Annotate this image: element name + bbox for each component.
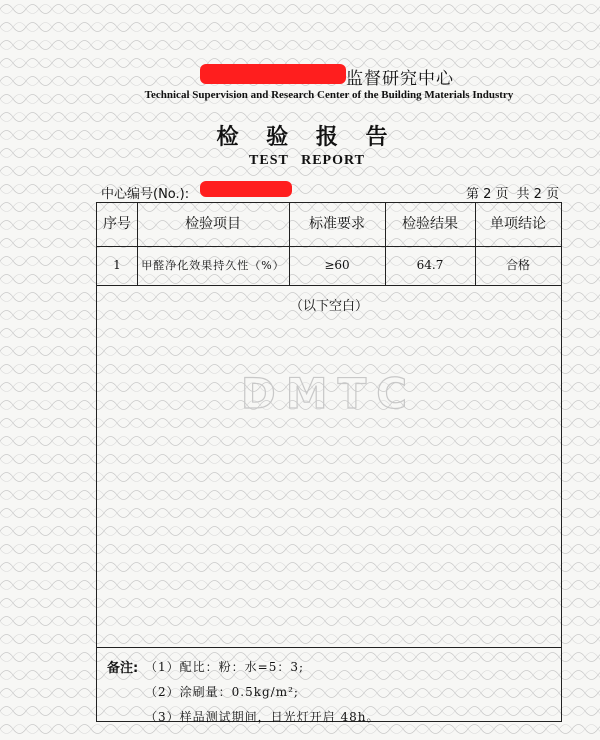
page-current: 第 2 页 <box>466 187 509 202</box>
redaction-report-number <box>200 181 292 197</box>
notes-label: 备注: <box>107 661 139 676</box>
report-title-en: TEST REPORT <box>249 153 365 168</box>
cell-row-no: 1 <box>113 258 121 272</box>
cell-test-item: 甲醛净化效果持久性（%） <box>141 259 285 272</box>
column-header-result: 检验结果 <box>402 216 458 232</box>
cell-conclusion: 合格 <box>505 258 530 272</box>
org-name-en: Technical Supervision and Research Center of the Building Materials Industry <box>144 89 514 101</box>
note-line-2: （2）涂刷量：0.5kg/m²; <box>145 685 299 699</box>
note-line-3: （3）样品测试期间，日光灯开启 48h。 <box>145 710 380 724</box>
page-total: 共 2 页 <box>516 187 560 202</box>
report-title-cn: 检 验 报 告 <box>216 125 398 150</box>
note-line-1: （1）配比：粉：水=5：3; <box>145 660 305 674</box>
notes-divider <box>97 647 561 648</box>
blank-below-note: （以下空白） <box>289 299 368 314</box>
results-table <box>96 202 562 722</box>
column-header-requirement: 标准要求 <box>309 216 365 232</box>
column-header-conclusion: 单项结论 <box>490 216 546 232</box>
table-row-divider <box>97 285 561 286</box>
cell-result: 64.7 <box>416 258 444 272</box>
column-header-no: 序号 <box>103 216 131 232</box>
dmtc-watermark: DMTC <box>240 369 418 418</box>
redaction-org-name <box>200 64 346 84</box>
column-header-item: 检验项目 <box>185 216 241 232</box>
report-number-label: 中心编号(No.): <box>101 187 190 202</box>
org-name-cn-text: 监督研究中心 <box>346 69 454 89</box>
cell-requirement: ≥60 <box>324 258 350 272</box>
page-info <box>466 183 559 202</box>
